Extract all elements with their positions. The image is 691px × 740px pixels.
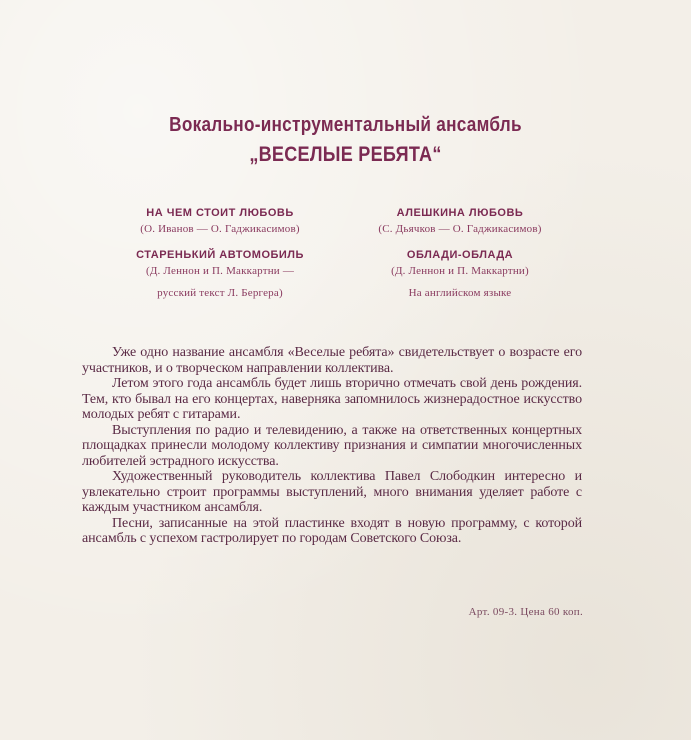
ensemble-name: „ВЕСЕЛЫЕ РЕБЯТА“	[249, 143, 442, 166]
song-credits: (О. Иванов — О. Гаджикасимов)	[140, 223, 300, 235]
song-credits: (С. Дьячков — О. Гаджикасимов)	[378, 223, 542, 235]
liner-paragraph: Выступления по радио и телевидению, а также на ответственных концертных площадках принесли молодому коллективу признания и симпатии многочисленных любителей эстрадного искусства.	[82, 422, 582, 469]
liner-notes	[82, 345, 582, 547]
liner-paragraph: Песни, записанные на этой пластинке входят в новую программу, с которой ансамбль с успехом гастролирует по городам Советского Союза.	[82, 515, 582, 546]
song-item	[100, 247, 340, 301]
song-list	[100, 205, 580, 301]
liner-paragraph: Художественный руководитель коллектива Павел Слободкин интересно и увлекательно строит программы выступлений, много внимания уделяет работе с каждым участником ансамбля.	[82, 469, 582, 515]
song-title: НА ЧЕМ СТОИТ ЛЮБОВЬ	[146, 207, 294, 219]
song-credits: русский текст Л. Бергера)	[157, 287, 283, 299]
song-item	[340, 247, 580, 301]
liner-paragraph: Летом этого года ансамбль будет лишь вторично отмечать свой день рождения. Тем, кто бывал на его концертах, наверняка запомнилось жизнерадостное искусство молодых ребят с гитарами.	[82, 376, 582, 422]
song-title: ОБЛАДИ-ОБЛАДА	[406, 249, 514, 261]
song-credits: (Д. Леннон и П. Маккартни —	[145, 265, 295, 277]
song-language-note: На английском языке	[408, 287, 512, 299]
catalog-price: Арт. 09-3. Цена 60 коп.	[468, 606, 583, 618]
ensemble-subtitle: Вокально-инструментальный ансамбль	[169, 114, 522, 136]
song-title: СТАРЕНЬКИЙ АВТОМОБИЛЬ	[136, 249, 304, 261]
song-item	[340, 205, 580, 237]
liner-paragraph: Уже одно название ансамбля «Веселые ребята» свидетельствует о возрасте его участников, и о творческом направлении коллектива.	[82, 345, 582, 376]
song-credits: (Д. Леннон и П. Маккартни)	[391, 265, 529, 277]
song-item	[100, 205, 340, 237]
song-title: АЛЕШКИНА ЛЮБОВЬ	[396, 207, 524, 219]
